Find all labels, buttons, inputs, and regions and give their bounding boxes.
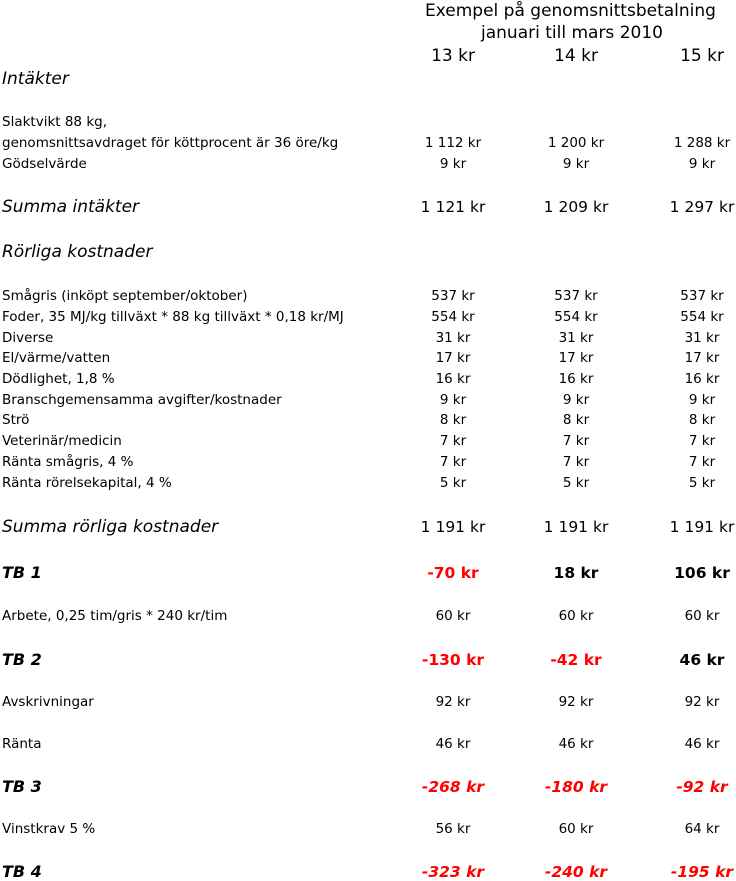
cell-smagris-col2: 537 kr bbox=[554, 287, 598, 304]
cell-arbete-col3: 60 kr bbox=[684, 607, 720, 624]
cell-summa-rorliga-col3: 1 191 kr bbox=[669, 517, 735, 536]
cell-stro-col1: 8 kr bbox=[439, 411, 467, 428]
cell-tb3-col1: -268 kr bbox=[421, 777, 485, 796]
row-label-arbete: Arbete, 0,25 tim/gris * 240 kr/tim bbox=[2, 607, 228, 624]
cell-tb1-col3: 106 kr bbox=[674, 563, 730, 582]
row-label-summa-intakter: Summa intäkter bbox=[2, 196, 140, 217]
column-header-14kr: 14 kr bbox=[554, 46, 598, 66]
cell-avskrivningar-col3: 92 kr bbox=[684, 693, 720, 710]
row-label-summa-rorliga: Summa rörliga kostnader bbox=[2, 516, 219, 537]
cell-bransch-col3: 9 kr bbox=[688, 391, 716, 408]
cell-diverse-col3: 31 kr bbox=[684, 329, 720, 346]
header-title-line2: januari till mars 2010 bbox=[481, 23, 663, 43]
column-header-13kr: 13 kr bbox=[431, 46, 475, 66]
cell-dodlighet-col2: 16 kr bbox=[558, 370, 594, 387]
cell-bransch-col2: 9 kr bbox=[562, 391, 590, 408]
row-label-avskrivningar: Avskrivningar bbox=[2, 693, 94, 710]
cell-tb1-col2: 18 kr bbox=[553, 563, 599, 582]
cell-ranta-rorelse-col1: 5 kr bbox=[439, 474, 467, 491]
cell-veterinar-col1: 7 kr bbox=[439, 432, 467, 449]
cell-tb1-col1: -70 kr bbox=[427, 563, 479, 582]
cell-smagris-col1: 537 kr bbox=[431, 287, 475, 304]
row-label-rorliga: Rörliga kostnader bbox=[2, 241, 153, 262]
cell-ranta-rorelse-col2: 5 kr bbox=[562, 474, 590, 491]
row-label-foder: Foder, 35 MJ/kg tillväxt * 88 kg tillväxt * 0,18 kr/MJ bbox=[2, 308, 344, 325]
row-label-godsel: Gödselvärde bbox=[2, 155, 87, 172]
row-label-tb1: TB 1 bbox=[2, 563, 42, 583]
cell-vinstkrav-col1: 56 kr bbox=[435, 820, 471, 837]
cell-avdrag-col3: 1 288 kr bbox=[673, 134, 731, 151]
cell-dodlighet-col3: 16 kr bbox=[684, 370, 720, 387]
row-label-ranta-rorelse: Ränta rörelsekapital, 4 % bbox=[2, 474, 172, 491]
cell-dodlighet-col1: 16 kr bbox=[435, 370, 471, 387]
cell-godsel-col2: 9 kr bbox=[562, 155, 590, 172]
cell-vinstkrav-col3: 64 kr bbox=[684, 820, 720, 837]
cell-ranta-smagris-col1: 7 kr bbox=[439, 453, 467, 470]
cell-avdrag-col1: 1 112 kr bbox=[424, 134, 482, 151]
row-label-ranta: Ränta bbox=[2, 735, 42, 752]
header-title-line1: Exempel på genomsnittsbetalning bbox=[425, 1, 716, 21]
row-label-bransch: Branschgemensamma avgifter/kostnader bbox=[2, 391, 282, 408]
cell-ranta-col2: 46 kr bbox=[558, 735, 594, 752]
cell-el-col3: 17 kr bbox=[684, 349, 720, 366]
cell-diverse-col1: 31 kr bbox=[435, 329, 471, 346]
cell-ranta-smagris-col2: 7 kr bbox=[562, 453, 590, 470]
cell-vinstkrav-col2: 60 kr bbox=[558, 820, 594, 837]
row-label-ranta-smagris: Ränta smågris, 4 % bbox=[2, 453, 134, 470]
cell-summa-intakter-col2: 1 209 kr bbox=[543, 197, 609, 216]
cell-tb2-col2: -42 kr bbox=[550, 650, 602, 669]
cell-foder-col1: 554 kr bbox=[431, 308, 475, 325]
cell-arbete-col1: 60 kr bbox=[435, 607, 471, 624]
row-label-stro: Strö bbox=[2, 411, 30, 428]
cell-summa-intakter-col3: 1 297 kr bbox=[669, 197, 735, 216]
cell-tb4-col1: -323 kr bbox=[421, 862, 485, 881]
row-label-tb2: TB 2 bbox=[2, 650, 42, 670]
row-label-tb4: TB 4 bbox=[2, 862, 42, 881]
cell-arbete-col2: 60 kr bbox=[558, 607, 594, 624]
row-label-avdrag: genomsnittsavdraget för köttprocent är 36 öre/kg bbox=[2, 134, 339, 151]
cell-veterinar-col3: 7 kr bbox=[688, 432, 716, 449]
cell-summa-intakter-col1: 1 121 kr bbox=[420, 197, 486, 216]
cell-ranta-rorelse-col3: 5 kr bbox=[688, 474, 716, 491]
row-label-intakter: Intäkter bbox=[2, 68, 69, 89]
row-label-diverse: Diverse bbox=[2, 329, 54, 346]
cell-el-col2: 17 kr bbox=[558, 349, 594, 366]
cell-foder-col3: 554 kr bbox=[680, 308, 724, 325]
row-label-veterinar: Veterinär/medicin bbox=[2, 432, 122, 449]
cell-avskrivningar-col1: 92 kr bbox=[435, 693, 471, 710]
cell-stro-col3: 8 kr bbox=[688, 411, 716, 428]
cell-ranta-col1: 46 kr bbox=[435, 735, 471, 752]
cell-summa-rorliga-col1: 1 191 kr bbox=[420, 517, 486, 536]
cell-bransch-col1: 9 kr bbox=[439, 391, 467, 408]
cell-tb3-col2: -180 kr bbox=[544, 777, 608, 796]
cell-foder-col2: 554 kr bbox=[554, 308, 598, 325]
row-label-el: El/värme/vatten bbox=[2, 349, 111, 366]
cell-godsel-col3: 9 kr bbox=[688, 155, 716, 172]
cell-avdrag-col2: 1 200 kr bbox=[547, 134, 605, 151]
cell-el-col1: 17 kr bbox=[435, 349, 471, 366]
row-label-smagris: Smågris (inköpt september/oktober) bbox=[2, 287, 248, 304]
cell-tb2-col1: -130 kr bbox=[421, 650, 485, 669]
cell-godsel-col1: 9 kr bbox=[439, 155, 467, 172]
cell-diverse-col2: 31 kr bbox=[558, 329, 594, 346]
cell-tb4-col2: -240 kr bbox=[544, 862, 608, 881]
cell-tb3-col3: -92 kr bbox=[676, 777, 728, 796]
column-header-15kr: 15 kr bbox=[680, 46, 724, 66]
cell-ranta-smagris-col3: 7 kr bbox=[688, 453, 716, 470]
cell-tb4-col3: -195 kr bbox=[670, 862, 734, 881]
cell-tb2-col3: 46 kr bbox=[679, 650, 725, 669]
cell-stro-col2: 8 kr bbox=[562, 411, 590, 428]
cell-veterinar-col2: 7 kr bbox=[562, 432, 590, 449]
cell-avskrivningar-col2: 92 kr bbox=[558, 693, 594, 710]
row-label-vinstkrav: Vinstkrav 5 % bbox=[2, 820, 96, 837]
row-label-dodlighet: Dödlighet, 1,8 % bbox=[2, 370, 115, 387]
row-label-slaktvikt: Slaktvikt 88 kg, bbox=[2, 113, 107, 130]
cell-ranta-col3: 46 kr bbox=[684, 735, 720, 752]
cell-smagris-col3: 537 kr bbox=[680, 287, 724, 304]
row-label-tb3: TB 3 bbox=[2, 777, 42, 797]
cell-summa-rorliga-col2: 1 191 kr bbox=[543, 517, 609, 536]
